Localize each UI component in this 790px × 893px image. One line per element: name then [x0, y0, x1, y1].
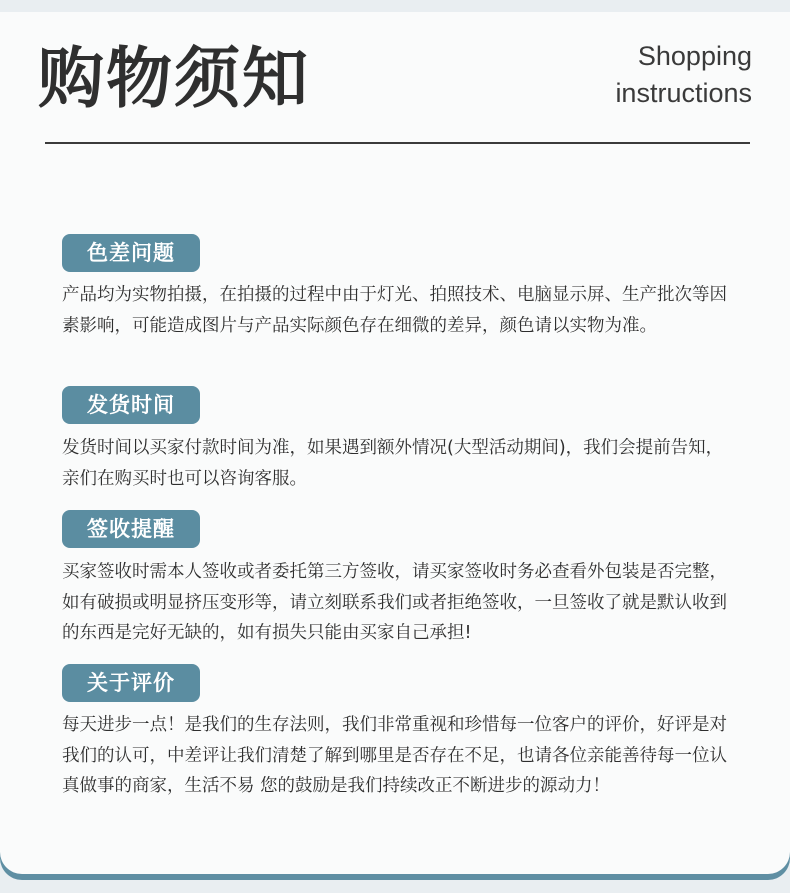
section-heading-shipping-time: 发货时间	[62, 386, 200, 424]
section-text-shipping-time: 发货时间以买家付款时间为准，如果遇到额外情况(大型活动期间)，我们会提前告知，亲们在购买时也可以咨询客服。	[62, 438, 724, 489]
section-heading-reviews: 关于评价	[62, 664, 200, 702]
section-heading-delivery-reminder: 签收提醒	[62, 510, 200, 548]
page-subtitle	[615, 38, 752, 112]
section-text-delivery-reminder: 买家签收时需本人签收或者委托第三方签收，请买家签收时务必查看外包装是否完整，如有破损或明显挤压变形等，请立刻联系我们或者拒绝签收，一旦签收了就是默认收到的东西是完好无缺的，如有损失只能由买家自己承担!	[62, 562, 727, 643]
page-title: 购物须知	[38, 40, 310, 117]
section-heading-color-difference: 色差问题	[62, 234, 200, 272]
subtitle-line-2: instructions	[615, 78, 752, 108]
section-text-reviews: 每天进步一点！是我们的生存法则，我们非常重视和珍惜每一位客户的评价，好评是对我们的认可，中差评让我们清楚了解到哪里是否存在不足，也请各位亲能善待每一位认真做事的商家，生活不易 您的鼓励是我们持续改正不断进步的源动力！	[62, 715, 727, 796]
shopping-notice-card	[0, 12, 790, 874]
section-text-color-difference: 产品均为实物拍摄，在拍摄的过程中由于灯光、拍照技术、电脑显示屏、生产批次等因素影响，可能造成图片与产品实际颜色存在细微的差异，颜色请以实物为准。	[62, 285, 727, 336]
subtitle-line-1: Shopping	[637, 41, 752, 71]
title-divider	[45, 142, 750, 144]
